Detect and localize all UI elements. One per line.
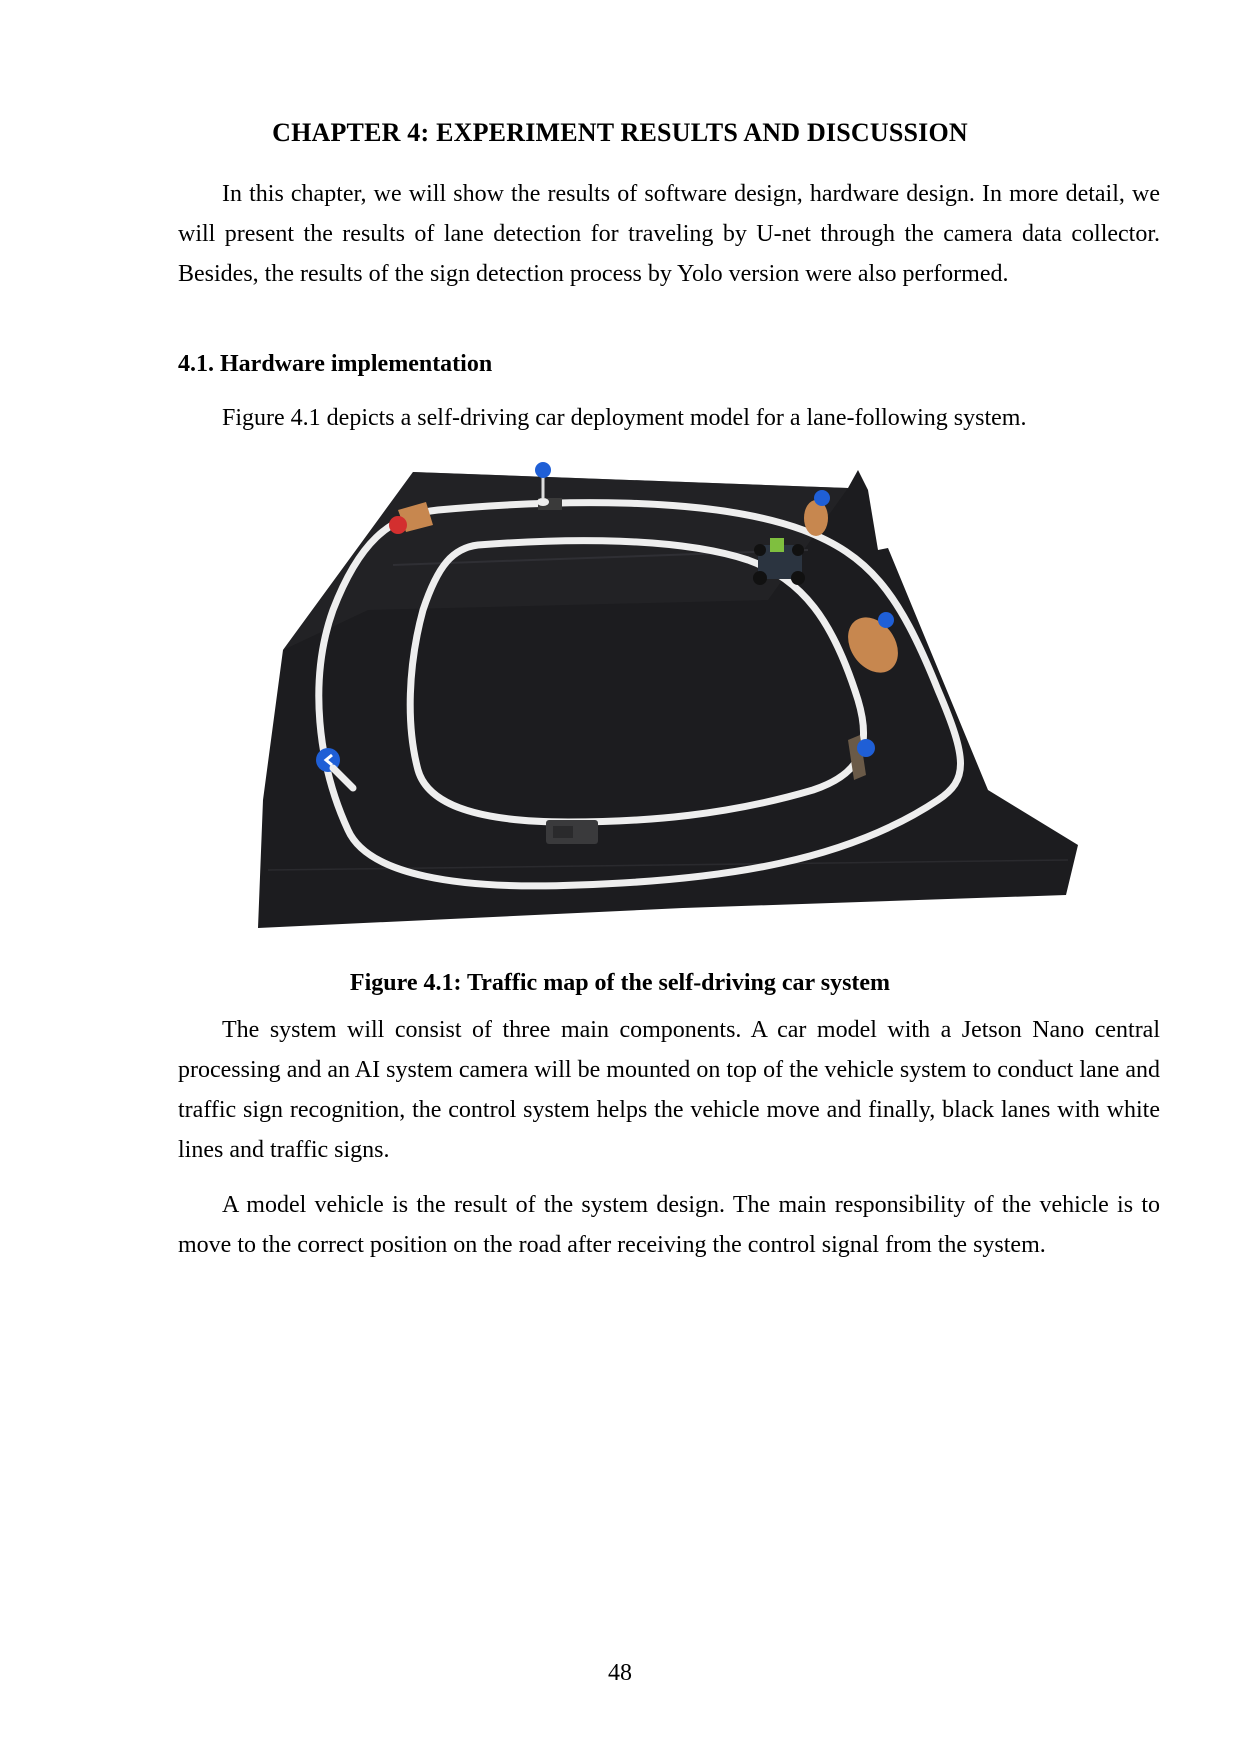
track-photo-figure (248, 450, 1083, 940)
page-number: 48 (608, 1660, 632, 1686)
figure-intro-paragraph: Figure 4.1 depicts a self-driving car deployment model for a lane-following system. (222, 405, 1027, 431)
traffic-sign-top-right (814, 490, 830, 506)
traffic-sign-bottom-right (857, 739, 875, 757)
traffic-sign-right (878, 612, 894, 628)
chapter-title: CHAPTER 4: EXPERIMENT RESULTS AND DISCUSSION (272, 118, 968, 147)
vehicle-paragraph: A model vehicle is the result of the system design. The main responsibility of the vehicle is to move to the correct position on the road after receiving the control signal from the system. (178, 1192, 1160, 1258)
model-car (753, 538, 805, 585)
figure-caption: Figure 4.1: Traffic map of the self-driving car system (349, 970, 891, 996)
intro-paragraph: In this chapter, we will show the results of software design, hardware design. In more detail, we will present the results of lane detection for traveling by U-net through the camera data collector. Besides, the results of the sign detection process by Yolo version were also performed. (178, 181, 1160, 287)
traffic-sign-top (535, 462, 551, 478)
section-heading: 4.1. Hardware implementation (178, 351, 493, 377)
components-paragraph: The system will consist of three main components. A car model with a Jetson Nano central processing and an AI system camera will be mounted on top of the vehicle system to conduct lane and traffic sign recognition, the control system helps the vehicle move and finally, black lanes with white lines and traffic signs. (178, 1017, 1160, 1163)
traffic-sign-red (389, 516, 407, 534)
